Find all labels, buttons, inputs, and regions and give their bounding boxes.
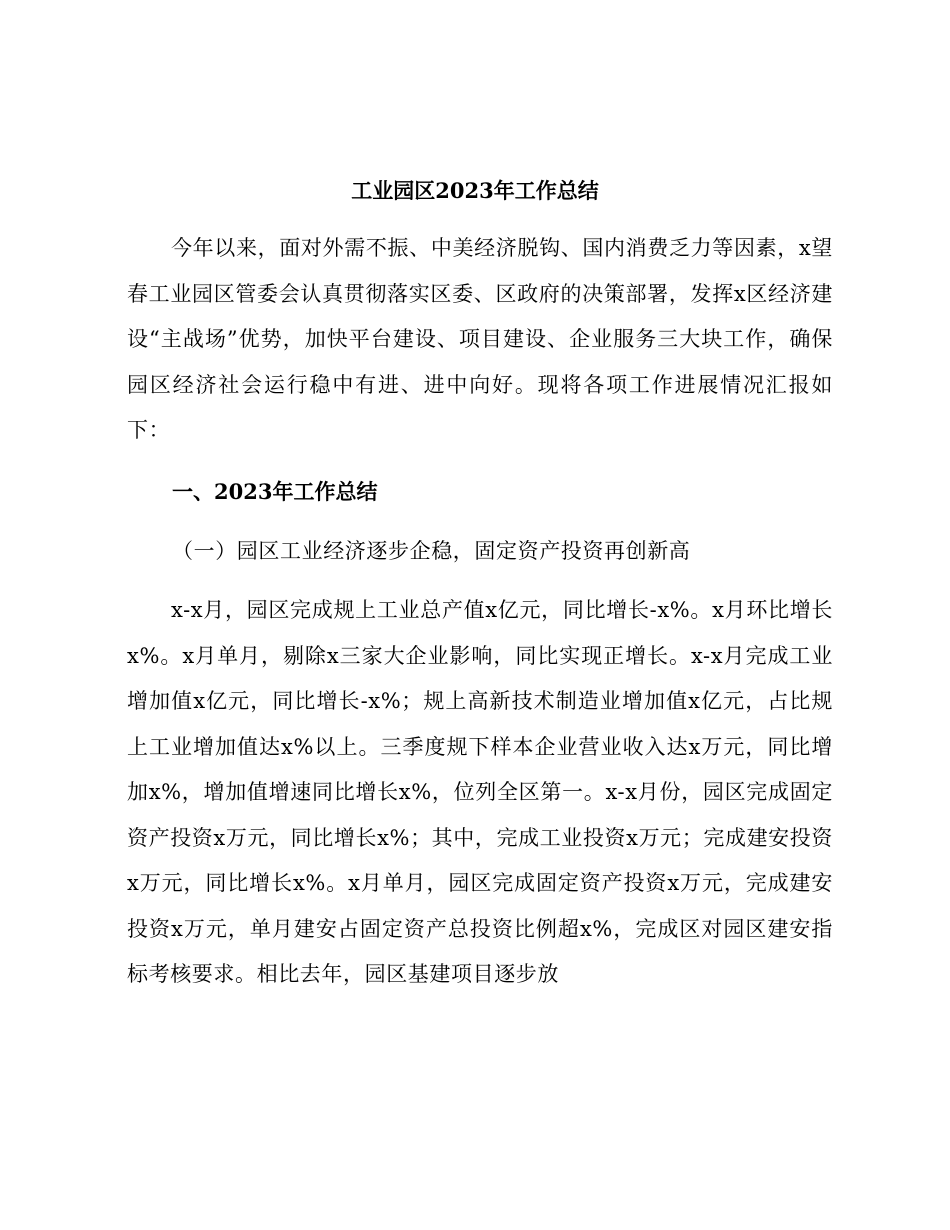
section-heading: 一、2023年工作总结 [172, 479, 378, 504]
intro-paragraph: 今年以来，面对外需不振、中美经济脱钩、国内消费乏力等因素，x望春工业园区管委会认真贯彻落实区委、区政府的决策部署，发挥x区经济建设“主战场”优势，加快平台建设、项目建设、企业服务三大块工作，确保园区经济社会运行稳中有进、进中向好。现将各项工作进展情况汇报如下： [127, 236, 833, 442]
body-paragraph: x-x月，园区完成规上工业总产值x亿元，同比增长-x%。x月环比增长x%。x月单月，剔除x三家大企业影响，同比实现正增长。x-x月完成工业增加值x亿元，同比增长-x%；规上高新技术制造业增加值x亿元，占比规上工业增加值达x%以上。三季度规下样本企业营业收入达x万元，同比增加x%，增加值增速同比增长x%，位列全区第一。x-x月份，园区完成固定资产投资x万元，同比增长x%；其中，完成工业投资x万元；完成建安投资x万元，同比增长x%。x月单月，园区完成固定资产投资x万元，完成建安投资x万元，单月建安占固定资产总投资比例超x%，完成区对园区建安指标考核要求。相比去年，园区基建项目逐步放 [127, 598, 833, 986]
subsection-heading: （一）园区工业经济逐步企稳，固定资产投资再创新高 [172, 539, 691, 563]
document-title: 工业园区2023年工作总结 [351, 178, 599, 203]
